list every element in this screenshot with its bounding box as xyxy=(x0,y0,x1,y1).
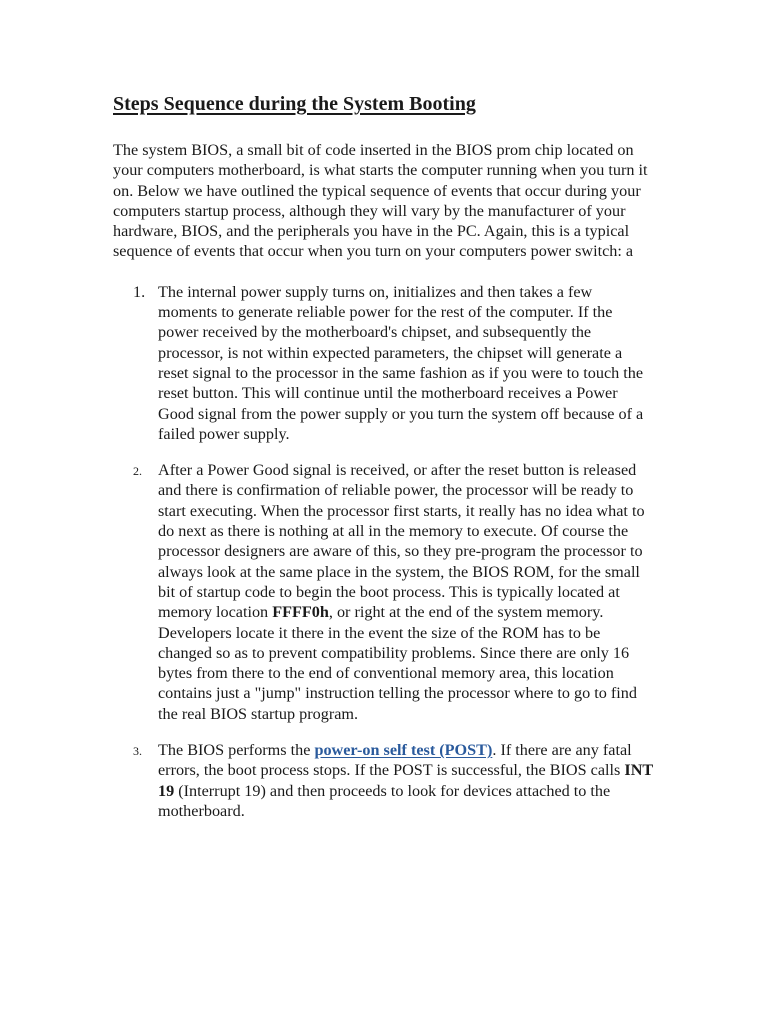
step-number: 1. xyxy=(133,282,146,301)
step-text-after: , or right at the end of the system memory. Developers locate it there in the event the size of the ROM has to be changed so as to prevent compatibility problems. Since there are only 16 bytes from there to the end of conventional memory area, this location contains just a "jump" instruction telling the processor where to go to find the real BIOS startup program. xyxy=(158,603,637,723)
list-item-step-1 xyxy=(113,282,653,444)
step-text-after: (Interrupt 19) and then proceeds to look for devices attached to the motherboard. xyxy=(158,781,611,820)
post-link[interactable]: power-on self test (POST) xyxy=(314,741,493,760)
list-item-step-3 xyxy=(113,740,653,821)
document-title: Steps Sequence during the System Booting xyxy=(113,93,476,115)
step-text-before: The BIOS performs the xyxy=(158,741,315,760)
step-number: 2. xyxy=(133,464,142,479)
memory-location-bold: FFFF0h xyxy=(272,603,329,622)
step-text-middle: . If there are any fatal errors, the boot process stops. If the POST is successful, the BIOS calls xyxy=(158,741,632,780)
steps-list xyxy=(113,282,653,821)
list-item-step-2 xyxy=(113,460,653,724)
document-page xyxy=(113,90,653,837)
step-text: The internal power supply turns on, initializes and then takes a few moments to generate reliable power for the rest of the computer. If the power received by the motherboard's chipset, and subsequently the processor, is not within expected parameters, the chipset will generate a reset signal to the processor in the same fashion as if you were to touch the reset button. This will continue until the motherboard receives a Power Good signal from the power supply or you turn the system off because of a failed power supply. xyxy=(158,282,644,443)
intro-paragraph: The system BIOS, a small bit of code inserted in the BIOS prom chip located on your computers motherboard, is what starts the computer running when you turn it on. Below we have outlined the typical sequence of events that occur during your computers startup process, although they will vary by the manufacturer of your hardware, BIOS, and the peripherals you have in the PC. Again, this is a typical sequence of events that occur when you turn on your computers power switch: a xyxy=(113,141,648,261)
step-number: 3. xyxy=(133,744,142,759)
step-text-before: After a Power Good signal is received, or after the reset button is released and there is confirmation of reliable power, the processor will be ready to start executing. When the processor first starts, it really has no idea what to do next as there is nothing at all in the memory to execute. Of course the processor designers are aware of this, so they pre-program the processor to always look at the same place in the system, the BIOS ROM, for the small bit of startup code to begin the boot process. This is typically located at memory location xyxy=(158,461,645,622)
interrupt-bold: INT 19 xyxy=(158,761,653,800)
